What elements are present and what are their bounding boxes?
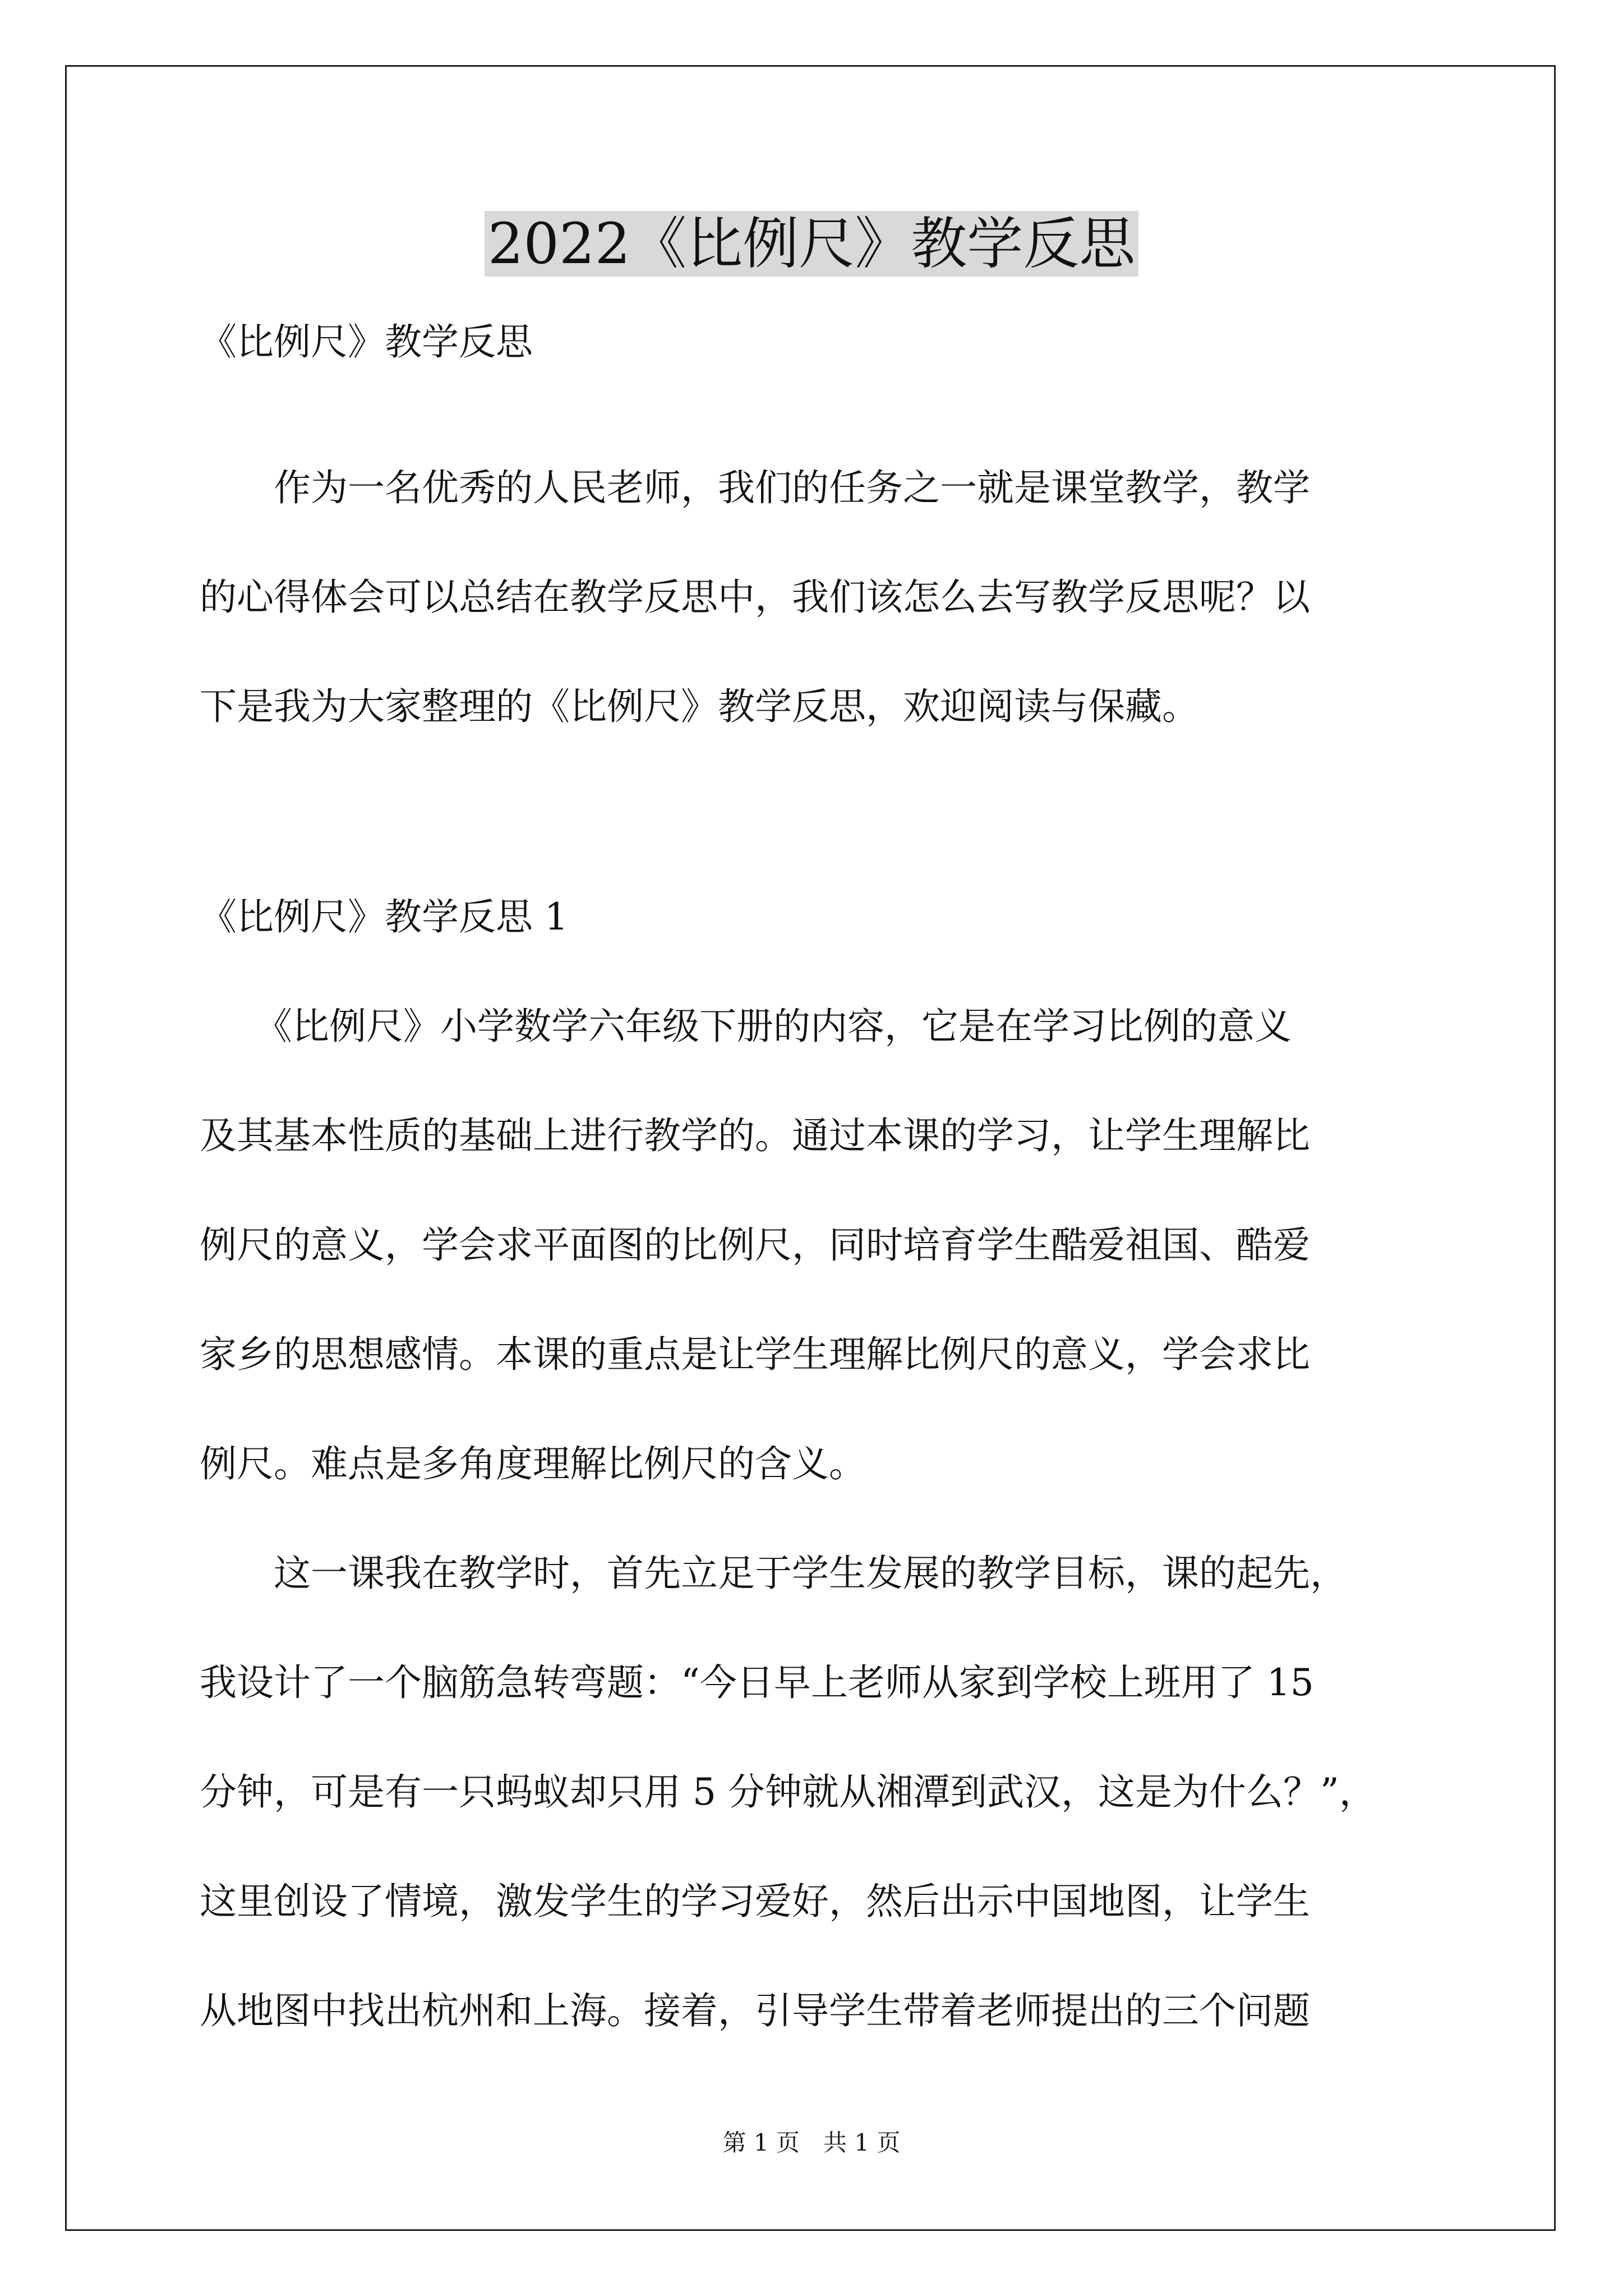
paragraph-line: 从地图中找出杭州和上海。接着，引导学生带着老师提出的三个问题 bbox=[200, 1989, 1310, 2032]
paragraph-line: 例尺的意义，学会求平面图的比例尺，同时培育学生酷爱祖国、酷爱 bbox=[200, 1223, 1310, 1267]
paragraph-line: 例尺。难点是多角度理解比例尺的含义。 bbox=[200, 1442, 866, 1485]
paragraph-line: 作为一名优秀的人民老师，我们的任务之一就是课堂教学，教学 bbox=[200, 466, 1310, 509]
paragraph-line: 分钟，可是有一只蚂蚁却只用 5 分钟就从湘潭到武汉，这是为什么？”， bbox=[200, 1770, 1376, 1814]
paragraph-line: 及其基本性质的基础上进行教学的。通过本课的学习，让学生理解比 bbox=[200, 1114, 1310, 1157]
page-footer: 第 1 页 共 1 页 bbox=[722, 2129, 901, 2156]
paragraph-line: 《比例尺》小学数学六年级下册的内容，它是在学习比例的意义 bbox=[200, 1005, 1292, 1048]
section-heading: 《比例尺》教学反思 1 bbox=[200, 895, 568, 938]
paragraph-line: 的心得体会可以总结在教学反思中，我们该怎么去写教学反思呢？以 bbox=[200, 576, 1310, 619]
paragraph-line: 家乡的思想感情。本课的重点是让学生理解比例尺的意义，学会求比 bbox=[200, 1333, 1310, 1376]
paragraph-line: 下是我为大家整理的《比例尺》教学反思，欢迎阅读与保藏。 bbox=[200, 685, 1199, 728]
paragraph-line: 我设计了一个脑筋急转弯题：“今日早上老师从家到学校上班用了 15 bbox=[200, 1661, 1314, 1704]
document-title bbox=[0, 202, 1623, 286]
document-title-text: 2022《比例尺》教学反思 bbox=[485, 211, 1139, 277]
paragraph-line: 这一课我在教学时，首先立足于学生发展的教学目标，课的起先， bbox=[200, 1552, 1347, 1595]
paragraph-line: 这里创设了情境，激发学生的学习爱好，然后出示中国地图，让学生 bbox=[200, 1880, 1310, 1923]
intro-heading: 《比例尺》教学反思 bbox=[200, 320, 533, 364]
